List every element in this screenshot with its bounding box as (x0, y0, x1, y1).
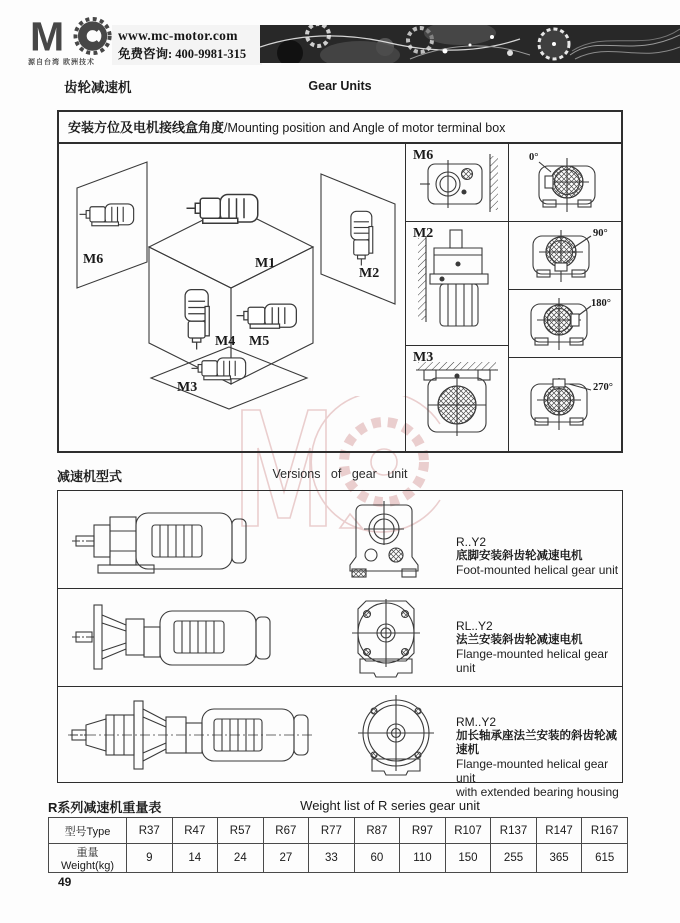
angle-cell-270 (509, 358, 621, 451)
iso-label-m5: M5 (249, 334, 270, 349)
rm-side-view-drawing (68, 693, 338, 777)
isometric-mounting-diagram (59, 144, 406, 451)
version-desc-en: Flange-mounted helical gear unit (456, 647, 609, 675)
versions-panel (57, 490, 623, 799)
rl-front-view-drawing (336, 595, 436, 683)
iso-label-m3: M3 (177, 380, 198, 395)
weight-cell: 150 (445, 844, 491, 873)
sideview-label-m2: M2 (413, 226, 434, 241)
versions-title-cn: 减速机型式 (57, 469, 123, 484)
type-header-cell: 型号Type (49, 818, 127, 844)
weight-cell: 255 (491, 844, 537, 873)
type-cell: R97 (400, 818, 446, 844)
sideview-label-m3: M3 (413, 350, 434, 365)
version-desc-cn: 加长轴承座法兰安装的斜齿轮减速机 (456, 730, 617, 756)
angle-cell-0 (509, 144, 621, 222)
sideview-cell-m3 (406, 346, 509, 451)
angle-label-90: 90° (593, 228, 608, 239)
weight-header-cell: 重量Weight(kg) (49, 844, 127, 873)
sideview-cell-m6 (406, 144, 509, 222)
version-desc-cn: 法兰安装斜齿轮减速电机 (456, 634, 583, 646)
type-cell: R107 (445, 818, 491, 844)
iso-label-m6: M6 (83, 252, 104, 267)
page-title-en: Gear Units (308, 79, 372, 93)
website-text: www.mc-motor.com (118, 28, 238, 43)
rm-front-view-drawing (346, 691, 446, 779)
angle-cell-90 (509, 222, 621, 290)
weight-cell: 14 (172, 844, 218, 873)
weight-cell: 33 (309, 844, 355, 873)
hotline-text: 免费咨询: 400-9981-315 (118, 47, 247, 61)
type-cell: R87 (354, 818, 400, 844)
r-side-view-drawing (68, 501, 318, 581)
type-cell: R137 (491, 818, 537, 844)
weight-cell: 60 (354, 844, 400, 873)
angle-label-0: 0° (529, 152, 539, 163)
weight-table-title-en: Weight list of R series gear unit (300, 798, 480, 813)
sideview-cell-m2 (406, 222, 509, 346)
weight-cell: 110 (400, 844, 446, 873)
version-code: R..Y2 (456, 535, 487, 549)
weight-cell: 615 (582, 844, 628, 873)
weight-cell: 9 (127, 844, 173, 873)
weight-table (48, 817, 628, 873)
version-desc-cn: 底脚安装斜齿轮减速电机 (456, 550, 583, 562)
version-desc-en2: with extended bearing housing (456, 785, 619, 799)
angle-cell-180 (509, 290, 621, 358)
type-cell: R37 (127, 818, 173, 844)
version-code: RM..Y2 (456, 715, 497, 729)
type-cell: R47 (172, 818, 218, 844)
rl-side-view-drawing (68, 597, 318, 679)
mounting-position-panel (57, 110, 623, 453)
version-desc-en: Foot-mounted helical gear unit (456, 563, 619, 577)
contact-box (112, 25, 262, 65)
weight-table-data-row (49, 844, 628, 873)
mounting-title-en: /Mounting position and Angle of motor terminal box (224, 121, 506, 135)
page-number: 49 (58, 875, 72, 889)
weight-cell: 24 (218, 844, 264, 873)
svg-text:M: M (30, 16, 65, 58)
iso-label-m2: M2 (359, 266, 380, 281)
weight-cell: 365 (536, 844, 582, 873)
version-desc-en: Flange-mounted helical gear unit (456, 757, 609, 785)
weight-table-header-row (49, 818, 628, 844)
r-front-view-drawing (336, 499, 436, 583)
logo-tagline: 源自台湾 欧洲技术 (28, 59, 95, 66)
gear-banner-graphic (260, 25, 680, 63)
mc-logo (30, 16, 118, 58)
type-cell: R57 (218, 818, 264, 844)
weight-table-title-cn: R系列减速机重量表 (48, 800, 162, 815)
iso-label-m1: M1 (255, 256, 276, 271)
weight-cell: 27 (263, 844, 309, 873)
versions-title-en: Versions of gear unit (272, 467, 408, 481)
version-row-rl (58, 589, 622, 687)
type-cell: R147 (536, 818, 582, 844)
iso-label-m4: M4 (215, 334, 236, 349)
version-code: RL..Y2 (456, 619, 493, 633)
version-row-r (58, 491, 622, 589)
version-row-rm (58, 687, 622, 799)
page-title-cn: 齿轮减速机 (64, 80, 132, 95)
type-cell: R77 (309, 818, 355, 844)
sideview-label-m6: M6 (413, 148, 434, 163)
mounting-panel-title (59, 112, 621, 144)
mounting-title-cn: 安装方位及电机接线盒角度 (68, 120, 225, 135)
type-cell: R167 (582, 818, 628, 844)
angle-label-270: 270° (593, 382, 613, 393)
type-cell: R67 (263, 818, 309, 844)
angle-label-180: 180° (591, 298, 611, 309)
